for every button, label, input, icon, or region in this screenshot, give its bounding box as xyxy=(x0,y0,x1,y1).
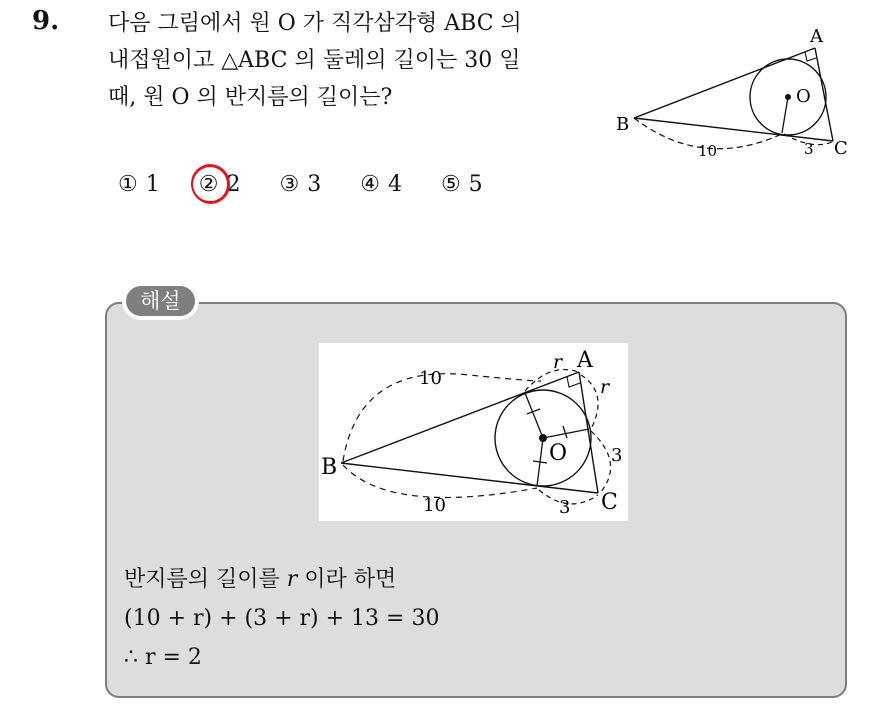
triangle-figure xyxy=(612,20,860,160)
solution-line-3: ∴ r = 2 xyxy=(124,645,202,670)
sol-label-B: B xyxy=(321,455,338,480)
sol-label-3-bottom: 3 xyxy=(559,497,571,518)
center-dot xyxy=(785,94,791,100)
sol-label-O: O xyxy=(549,441,568,466)
sol-label-3-right: 3 xyxy=(611,445,623,466)
choice-3[interactable]: ③ 3 xyxy=(279,171,322,197)
label-B: B xyxy=(616,114,630,135)
answer-circle-mark xyxy=(185,158,235,209)
arc-3-right xyxy=(591,431,611,493)
question-line-3: 때, 원 O 의 반지름의 길이는? xyxy=(108,85,393,110)
label-O: O xyxy=(796,86,811,107)
sol-label-r-top: r xyxy=(553,351,563,373)
choice-2[interactable]: ② 2 xyxy=(199,172,241,197)
question-number: 9. xyxy=(32,6,60,36)
question-line-2: 내접원이고 △ABC 의 둘레의 길이는 30 일 xyxy=(108,48,521,73)
question-text xyxy=(108,5,608,116)
solution-line-2: (10 + r) + (3 + r) + 13 = 30 xyxy=(124,606,440,631)
answer-choices xyxy=(118,166,522,202)
label-10: 10 xyxy=(698,142,718,160)
sol-label-C: C xyxy=(601,490,618,515)
sol-label-10-bottom: 10 xyxy=(423,495,446,516)
arc-top-10 xyxy=(343,374,541,461)
label-A: A xyxy=(810,26,823,47)
label-3: 3 xyxy=(804,140,814,158)
choice-5[interactable]: ⑤ 5 xyxy=(440,171,483,197)
solution-figure xyxy=(319,343,628,521)
sol-label-10-top: 10 xyxy=(419,368,442,389)
sol-label-A: A xyxy=(577,348,593,373)
choice-1[interactable]: ① 1 xyxy=(118,171,160,197)
solution-center-dot xyxy=(539,434,547,442)
solution-text xyxy=(124,560,439,677)
radius-line xyxy=(782,97,788,133)
question-line-1: 다음 그림에서 원 O 가 직각삼각형 ABC 의 xyxy=(108,11,522,36)
solution-right-angle xyxy=(567,377,580,387)
solution-tag: 해설 xyxy=(126,286,195,316)
label-C: C xyxy=(834,138,848,159)
solution-line-1: 반지름의 길이를 r 이라 하면 xyxy=(124,567,397,592)
solution-triangle xyxy=(341,372,598,493)
sol-label-r-right: r xyxy=(600,376,610,398)
choice-4[interactable]: ④ 4 xyxy=(360,171,402,197)
right-angle-mark xyxy=(805,52,816,61)
